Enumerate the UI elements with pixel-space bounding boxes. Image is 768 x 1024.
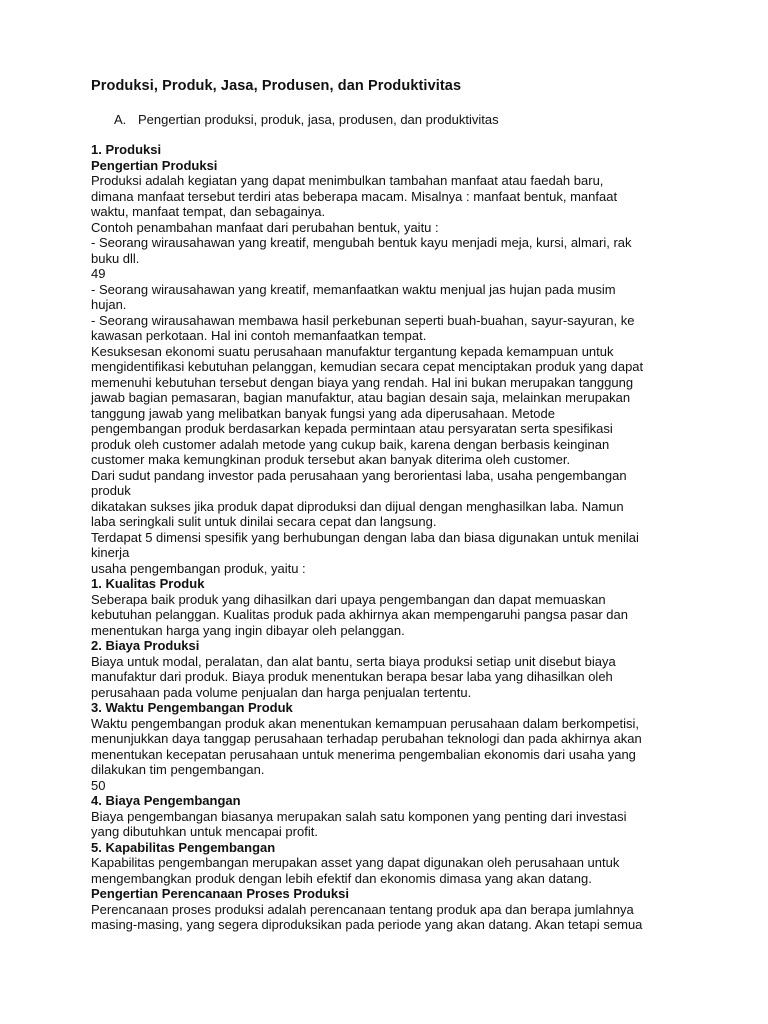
- paragraph-line: tanggung jawab yang melibatkan banyak fungsi yang ada diperusahaan. Metode: [91, 405, 556, 421]
- section-heading: [114, 112, 499, 127]
- paragraph-line: perusahaan pada volume penjualan dan harga penjualan tertentu.: [91, 684, 472, 700]
- paragraph-line: mengembangkan produk dengan lebih efektif dan ekonomis dimasa yang akan datang.: [91, 870, 592, 886]
- subheading-line: Pengertian Produksi: [91, 157, 218, 173]
- document-body: [91, 142, 666, 933]
- paragraph-line: 49: [91, 266, 106, 281]
- paragraph-line: manufaktur dari produk. Biaya produk menentukan berapa besar laba yang dihasilkan oleh: [91, 669, 613, 684]
- paragraph-line: Kesuksesan ekonomi suatu perusahaan manufaktur tergantung kepada kemampuan untuk: [91, 343, 614, 359]
- paragraph-line: Biaya untuk modal, peralatan, dan alat bantu, serta biaya produksi setiap unit disebut biaya: [91, 653, 616, 669]
- paragraph-line: mengidentifikasi kebutuhan pelanggan, kemudian secara cepat menciptakan produk yang dapat: [91, 359, 644, 374]
- subheading-line: 1. Kualitas Produk: [91, 576, 205, 591]
- paragraph-line: hujan.: [91, 297, 127, 312]
- paragraph-line: memenuhi kebutuhan tersebut dengan biaya yang rendah. Hal ini bukan merupakan tanggung: [91, 374, 634, 390]
- paragraph-line: - Seorang wirausahawan membawa hasil perkebunan seperti buah-buahan, sayur-sayuran, ke: [91, 312, 635, 328]
- paragraph-line: - Seorang wirausahawan yang kreatif, mengubah bentuk kayu menjadi meja, kursi, almari, rak: [91, 235, 632, 250]
- paragraph-line: customer maka kemungkinan produk tersebut akan banyak diterima oleh customer.: [91, 452, 571, 467]
- paragraph-line: buku dll.: [91, 250, 140, 266]
- section-heading-text: Pengertian produksi, produk, jasa, produsen, dan produktivitas: [138, 112, 499, 127]
- document-title: Produksi, Produk, Jasa, Produsen, dan Produktivitas: [91, 78, 462, 94]
- paragraph-line: kebutuhan pelanggan. Kualitas produk pada akhirnya akan mempengaruhi pangsa pasar dan: [91, 607, 628, 622]
- paragraph-line: dikatakan sukses jika produk dapat diproduksi dan dijual dengan menghasilkan laba. Namun: [91, 498, 624, 514]
- paragraph-line: pengembangan produk berdasarkan kepada permintaan atau persyaratan serta spesifikasi: [91, 421, 613, 436]
- paragraph-line: kinerja: [91, 545, 130, 560]
- subheading-line: 1. Produksi: [91, 142, 162, 157]
- paragraph-line: Terdapat 5 dimensi spesifik yang berhubungan dengan laba dan biasa digunakan untuk menilai: [91, 529, 639, 545]
- paragraph-line: produk: [91, 483, 131, 498]
- paragraph-line: dimana manfaat tersebut terdiri atas beberapa macam. Misalnya : manfaat bentuk, manfaat: [91, 188, 618, 204]
- subheading-line: 5. Kapabilitas Pengembangan: [91, 839, 276, 855]
- paragraph-line: menentukan kecepatan perusahaan untuk menerima pengembalian ekonomis dari usaha yang: [91, 746, 636, 762]
- paragraph-line: waktu, manfaat tempat, dan sebagainya.: [91, 204, 326, 219]
- paragraph-line: Dari sudut pandang investor pada perusahaan yang berorientasi laba, usaha pengembangan: [91, 467, 627, 483]
- paragraph-line: menentukan harga yang ingin dibayar oleh pelanggan.: [91, 622, 405, 638]
- paragraph-line: masing-masing, yang segera diproduksikan pada periode yang akan datang. Akan tetapi semua: [91, 917, 643, 932]
- paragraph-line: usaha pengembangan produk, yaitu :: [91, 560, 306, 576]
- section-letter: A.: [114, 112, 127, 127]
- paragraph-line: produk oleh customer adalah metode yang cukup baik, karena dengan berbasis keinginan: [91, 436, 610, 452]
- subheading-line: 3. Waktu Pengembangan Produk: [91, 700, 293, 715]
- paragraph-line: Biaya pengembangan biasanya merupakan salah satu komponen yang penting dari investasi: [91, 808, 627, 824]
- paragraph-line: laba seringkali sulit untuk dinilai secara cepat dan langsung.: [91, 514, 437, 529]
- paragraph-line: Seberapa baik produk yang dihasilkan dari upaya pengembangan dan dapat memuaskan: [91, 591, 606, 607]
- paragraph-line: dilakukan tim pengembangan.: [91, 762, 265, 777]
- paragraph-line: Kapabilitas pengembangan merupakan asset yang dapat digunakan oleh perusahaan untuk: [91, 855, 620, 870]
- paragraph-line: kawasan perkotaan. Hal ini contoh memanfaatkan tempat.: [91, 328, 427, 343]
- subheading-line: 2. Biaya Produksi: [91, 638, 200, 653]
- subheading-line: Pengertian Perencanaan Proses Produksi: [91, 886, 349, 901]
- paragraph-line: Waktu pengembangan produk akan menentukan kemampuan perusahaan dalam berkompetisi,: [91, 715, 640, 731]
- paragraph-line: yang dibutuhkan untuk mencapai profit.: [91, 824, 318, 839]
- paragraph-line: Contoh penambahan manfaat dari perubahan bentuk, yaitu :: [91, 219, 439, 235]
- paragraph-line: Produksi adalah kegiatan yang dapat menimbulkan tambahan manfaat atau faedah baru,: [91, 173, 604, 188]
- paragraph-line: jawab bagian pemasaran, bagian manufaktur, atau bagian desain saja, melainkan merupakan: [91, 390, 631, 405]
- paragraph-line: Perencanaan proses produksi adalah perencanaan tentang produk apa dan berapa jumlahnya: [91, 901, 634, 917]
- paragraph-line: menunjukkan daya tanggap perusahaan terhadap perubahan teknologi dan pada akhirnya akan: [91, 731, 642, 746]
- paragraph-line: 50: [91, 777, 106, 793]
- paragraph-line: - Seorang wirausahawan yang kreatif, memanfaatkan waktu menjual jas hujan pada musim: [91, 281, 616, 297]
- subheading-line: 4. Biaya Pengembangan: [91, 793, 241, 808]
